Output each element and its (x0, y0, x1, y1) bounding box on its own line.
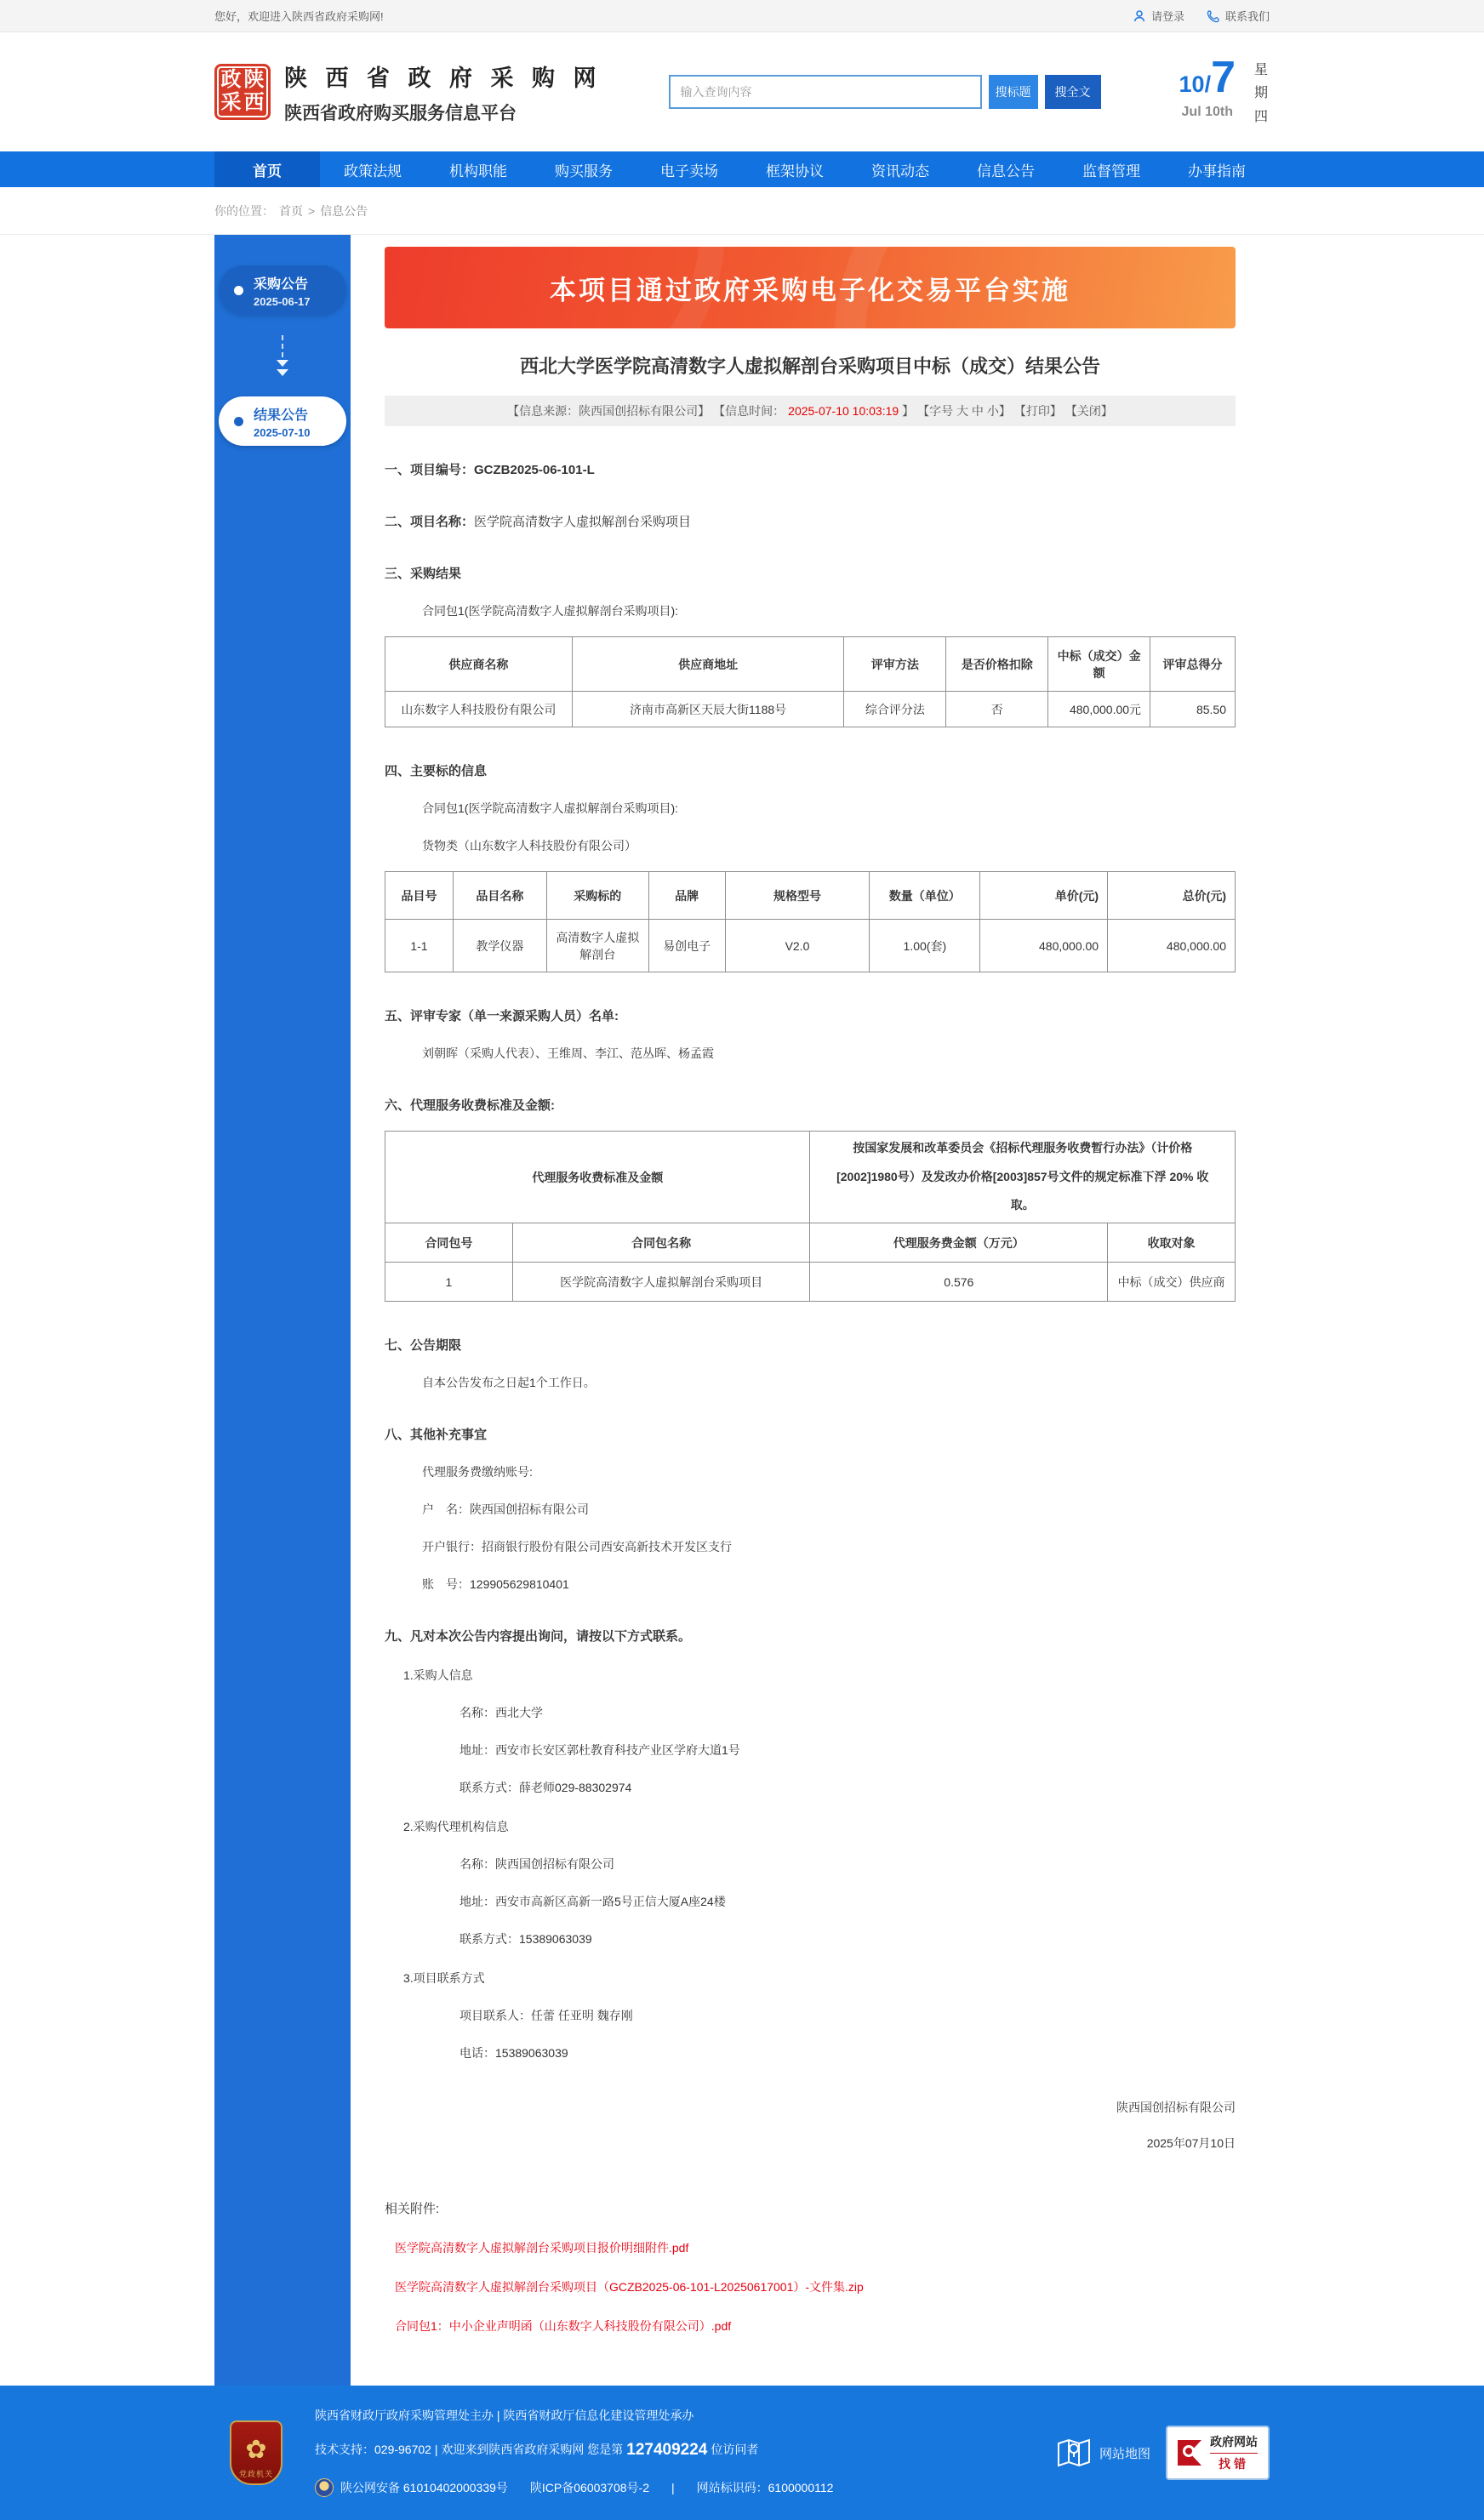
attachment-link-zip[interactable]: 医学院高清数字人虚拟解剖台采购项目（GCZB2025-06-101-L20250617001）-文件集.zip (395, 2280, 864, 2294)
breadcrumb-home-link[interactable]: 首页 (279, 203, 303, 218)
phone-icon (1207, 9, 1220, 23)
date-day: 7 (1211, 53, 1236, 103)
table-header-row: 合同包号 合同包名称 代理服务费金额（万元） 收取对象 (385, 1223, 1236, 1263)
nav-item-functions[interactable]: 机构职能 (449, 162, 507, 180)
site-title: 陕 西 省 政 府 采 购 网 (284, 65, 602, 91)
category-line: 货物类（山东数字人科技股份有限公司） (422, 839, 636, 852)
experts-list: 刘朝晖（采购人代表）、王维周、李江、范丛晖、杨孟霞 (422, 1046, 714, 1060)
contact-group-heading: 3.项目联系方式 (403, 1971, 485, 1985)
table-row: 代理服务收费标准及金额 按国家发展和改革委员会《招标代理服务收费暂行办法》（计价格[2002]1980号）及发改办价格[2003]857号文件的规定标准下浮 20% 收取。 (385, 1132, 1236, 1223)
table-row: 1-1 教学仪器 高清数字人虚拟解剖台 易创电子 V2.0 1.00(套) 480,000.00 480,000.00 (385, 920, 1236, 972)
section-experts: 五、评审专家（单一来源采购人员）名单: (385, 1009, 619, 1023)
page-title: 西北大学医学院高清数字人虚拟解剖台采购项目中标（成交）结果公告 (519, 356, 1100, 377)
sitemap-link[interactable]: 网站地图 (1057, 2438, 1150, 2467)
search-fulltext-button[interactable]: 搜全文 (1045, 75, 1101, 109)
site-subtitle: 陕西省政府购买服务信息平台 (284, 103, 517, 123)
beian-icp[interactable]: 陕ICP备06003708号-2 (529, 2480, 649, 2494)
nav-item-framework[interactable]: 框架协议 (766, 162, 824, 180)
site-header (0, 32, 1484, 151)
subject-table (385, 871, 1236, 972)
footer-beian-line: 陕公网安备 61010402000339号 陕ICP备06003708号-2 | 网站标识码：6100000112 (315, 2478, 833, 2497)
timeline-step-result-notice[interactable]: 结果公告 2025-07-10 (219, 396, 346, 446)
contact-us-link[interactable]: 联系我们 (1207, 8, 1270, 24)
signature-block (385, 2099, 1236, 2152)
attachment-link-declaration-pdf[interactable]: 合同包1：中小企业声明函（山东数字人科技股份有限公司）.pdf (395, 2319, 732, 2333)
gov-site-error-report-badge[interactable]: 政府网站 找错 (1166, 2426, 1270, 2480)
announcement-article: 本项目通过政府采购电子化交易平台实施 西北大学医学院高清数字人虚拟解剖台采购项目中标（成交）结果公告 【信息来源：陕西国创招标有限公司】 【信息时间： 2025-07-10 10:03:19 】 【字号 大 中 小】 【打印】 【关闭】 一、项目编号：GCZB2025-06-101-L 二、项目名称：医学院高清数字人虚拟解剖台采购项目 三、采购结果 合同包1(医学院高清数字人虚拟解剖台采购项目): 供应商名称 供应商地址 评审方法 是否价格扣除 中标（成交）金额 评审总得分 山东数字人科技股份有限公司 济南市高新区天辰大街1188号 综合评分法 否 480,000.00元 85.50 四、主要标的信息 合同包1(医学院高清数字人虚拟解剖台采购项目): 货物类（山东数字人科技股份有限公司） 品目号 品目名称 采购标的 品牌 规格型号 数量（单位） 单价(元) 总价(元) 1-1 教学仪器 高清数字人虚拟解剖台 易创电子 V2.0 1.00(套) 480,000.00 480,000.00 五、评审专家（单一来源采购人员）名单: 刘朝晖（采购人代表）、王维周、李江、范丛晖、杨孟霞 六、代理服务收费标准及金额: 代理服务收费标准及金额 按国家发展和改革委员会《招标代理服务收费暂行办法》（计价格[2002]1980号）及发改办价格[2003]857号文件的规定标准下浮 20% 收取。 合同包号 合同包名称 代理服务费金额（万元） 收取对象 1 医学院高清数字人虚拟解剖台采购项目 0.576 中标（成交）供应商 七、公告期限 自本公告发布之日起1个工作日。 八、其他补充事宜 代理服务费缴纳账号: 户 名：陕西国创招标有限公司 开户银行：招商银行股份有限公司西安高新技术开发区支行 账 号：129905629810401 九、凡对本次公告内容提出询问，请按以下方式联系。 1.采购人信息 名称：西北大学 地址：西安市长安区郭杜教育科技产业区学府大道1号 联系方式：薛老师029-88302974 2.采购代理机构信息 名称：陕西国创招标有限公司 地址：西安市高新区高新一路5号正信大厦A座24楼 联系方式：15389063039 3.项目联系方式 项目联系人：任蕾 任亚明 魏存刚 电话：15389063039 陕西国创招标有限公司 2025年07月10日 相关附件: 医学院高清数字人虚拟解剖台采购项目报价明细附件.pdf 医学院高清数字人虚拟解剖台采购项目（GCZB2025-06-101-L20250617001）-文件集.zip 合同包1：中小企业声明函（山东数字人科技股份有限公司）.pdf (385, 235, 1236, 2386)
package-line: 合同包1(医学院高清数字人虚拟解剖台采购项目): (422, 604, 678, 618)
visitor-count: 127409224 (626, 2440, 708, 2459)
attachments-label: 相关附件: (385, 2202, 440, 2216)
footer-organizer-line: 陕西省财政厅政府采购管理处主办 | 陕西省财政厅信息化建设管理处承办 (315, 2408, 694, 2422)
site-footer (0, 2386, 1484, 2520)
date-english: Jul 10th (1181, 105, 1233, 120)
date-month: 10 (1179, 71, 1205, 98)
signature-company: 陕西国创招标有限公司 (1116, 2101, 1236, 2114)
section-project-name: 二、项目名称：医学院高清数字人虚拟解剖台采购项目 (385, 515, 692, 529)
nav-item-announcements[interactable]: 信息公告 (977, 162, 1035, 180)
search-input[interactable] (669, 75, 982, 109)
site-logo: 政 陕 采 西 (214, 64, 271, 120)
nav-item-supervision[interactable]: 监督管理 (1082, 162, 1140, 180)
police-badge-icon (315, 2478, 334, 2497)
nav-item-guide[interactable]: 办事指南 (1188, 162, 1246, 180)
section-contact: 九、凡对本次公告内容提出询问，请按以下方式联系。 (385, 1629, 692, 1644)
announcement-timeline-sidebar (214, 235, 351, 2386)
package-line: 合同包1(医学院高清数字人虚拟解剖台采购项目): (422, 801, 678, 815)
step-dot (234, 417, 243, 426)
beian-gongan[interactable]: 陕公网安备 61010402000339号 (340, 2480, 508, 2494)
nav-item-news[interactable]: 资讯动态 (871, 162, 929, 180)
breadcrumb: 你的位置： 首页 > 信息公告 (214, 203, 368, 218)
nav-item-purchase-services[interactable]: 购买服务 (555, 162, 613, 180)
table-row: 山东数字人科技股份有限公司 济南市高新区天辰大街1188号 综合评分法 否 480,000.00元 85.50 (385, 692, 1236, 727)
attachment-link-pdf[interactable]: 医学院高清数字人虚拟解剖台采购项目报价明细附件.pdf (395, 2241, 689, 2255)
user-icon (1133, 9, 1146, 23)
section-procurement-result: 三、采购结果 (385, 567, 462, 581)
fontsize-controls[interactable]: 【字号 大 中 小】 (917, 404, 1011, 418)
site-code: 网站标识码：6100000112 (696, 2480, 834, 2494)
nav-item-emall[interactable]: 电子卖场 (660, 162, 718, 180)
timeline-arrow-icon (214, 315, 351, 396)
contact-group-heading: 1.采购人信息 (403, 1668, 473, 1682)
breadcrumb-current[interactable]: 信息公告 (320, 203, 368, 218)
agency-fee-table (385, 1131, 1236, 1302)
section-project-number: 一、项目编号：GCZB2025-06-101-L (385, 463, 595, 477)
table-header-row: 品目号 品目名称 采购标的 品牌 规格型号 数量（单位） 单价(元) 总价(元) (385, 872, 1236, 920)
date-widget: 10/7 Jul 10th 星 期 四 (1179, 55, 1270, 128)
section-notice-period: 七、公告期限 (385, 1338, 462, 1353)
platform-banner: 本项目通过政府采购电子化交易平台实施 (385, 247, 1236, 328)
top-utility-bar (0, 0, 1484, 32)
step-dot (234, 286, 243, 295)
table-header-row: 供应商名称 供应商地址 评审方法 是否价格扣除 中标（成交）金额 评审总得分 (385, 637, 1236, 692)
login-link[interactable]: 请登录 (1133, 8, 1184, 24)
search-title-button[interactable]: 搜标题 (989, 75, 1038, 109)
footer-support-line: 技术支持：029-96702 | 欢迎来到陕西省政府采购网 您是第 127409224 位访问者 (315, 2440, 759, 2459)
nav-item-home[interactable]: 首页 (214, 151, 320, 187)
error-report-icon (1178, 2438, 1203, 2467)
timeline-step-procurement-notice[interactable]: 采购公告 2025-06-17 (219, 265, 346, 315)
welcome-text: 您好，欢迎进入陕西省政府采购网! (214, 10, 384, 23)
table-row: 1 医学院高清数字人虚拟解剖台采购项目 0.576 中标（成交）供应商 (385, 1263, 1236, 1302)
section-main-subject: 四、主要标的信息 (385, 764, 488, 778)
weekday-label: 星 期 四 (1254, 63, 1269, 124)
contact-group-heading: 2.采购代理机构信息 (403, 1820, 509, 1833)
print-button[interactable]: 【打印】 (1013, 404, 1062, 418)
section-other-matters: 八、其他补充事宜 (385, 1428, 488, 1442)
signature-date: 2025年07月10日 (1146, 2136, 1236, 2150)
nav-item-policies[interactable]: 政策法规 (344, 162, 402, 180)
close-button[interactable]: 【关闭】 (1064, 404, 1113, 418)
publish-time: 2025-07-10 10:03:19 (788, 404, 899, 418)
result-table (385, 636, 1236, 727)
sitemap-icon (1057, 2438, 1091, 2467)
gov-agency-shield-icon: ✿ 党政机关 (230, 2420, 283, 2485)
section-agency-fee: 六、代理服务收费标准及金额: (385, 1098, 555, 1113)
main-navigation (0, 151, 1484, 187)
article-meta-bar: 【信息来源：陕西国创招标有限公司】 【信息时间： 2025-07-10 10:03:19 】 【字号 大 中 小】 【打印】 【关闭】 (385, 396, 1236, 426)
